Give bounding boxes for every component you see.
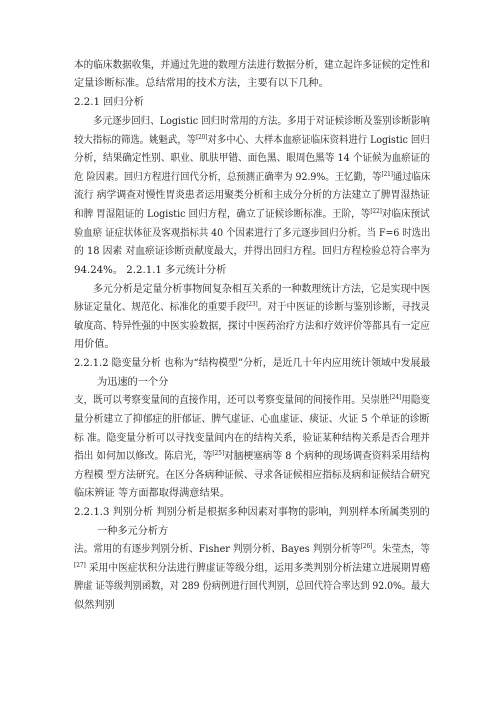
citation-marker: [25] (212, 450, 225, 457)
text-line (74, 469, 430, 482)
text-line (74, 189, 430, 202)
line-text: 和脾 胃湿阻证的 Logistic 回归方程，确立了证候诊断标准。王阶，等 (74, 209, 371, 220)
line-text: 一种多元分析方 (97, 526, 169, 537)
text-line (74, 227, 430, 240)
text-line (74, 320, 430, 333)
citation-marker: [23] (246, 301, 258, 308)
citation-marker: [20] (196, 134, 208, 141)
text-line (74, 562, 430, 575)
text-line (74, 338, 115, 351)
line-text: 本的临床数据收集，并通过先进的数理方法进行数据分析，建立起许多证候的定性和 (74, 60, 430, 71)
line-text-continued: 通过临床 (392, 172, 431, 183)
subsection-heading-2-2-1-3 (74, 506, 430, 519)
text-line (74, 450, 430, 463)
line-text: 94.24%。 2.2.1.1 多元统计分析 (74, 265, 227, 276)
line-text: 流行 病学调查对慢性胃炎患者运用聚类分析和主成分分析的方法建立了脾胃湿热证 (74, 190, 430, 201)
citation-marker: [27] (74, 562, 86, 569)
line-text-continued: 采用中医症状积分法进行脾虚证等级分组，运用多类判别分析法建立进展期胃癌 (85, 563, 431, 574)
text-line (74, 487, 230, 500)
line-text-continued: 。对于中医证的诊断与鉴别诊断，寻找灵 (257, 302, 430, 313)
section-heading-2-2-1 (74, 96, 144, 109)
text-line (93, 115, 430, 128)
text-line (74, 394, 430, 407)
line-text: 支，既可以考察变量间的直接作用，还可以考察变量间的间接作用。吴崇胜 (74, 395, 390, 406)
text-line (74, 171, 430, 184)
text-line (74, 59, 430, 72)
line-text: 法。常用的有逐步判别分析、Fisher 判别分析、Bayes 判别分析等 (74, 544, 361, 555)
line-text-continued: 用隐变 (401, 395, 430, 406)
subsection-heading-2-2-1-2 (74, 357, 430, 370)
text-line (74, 77, 329, 90)
line-text: 较大指标的筛选。姚魁武，等 (74, 135, 197, 146)
text-line (74, 208, 430, 221)
line-text: 脉证定量化、规范化、标准化的重要手段 (74, 302, 247, 313)
text-line (74, 134, 430, 147)
citation-marker: [26] (360, 543, 373, 550)
citation-marker: [24] (389, 394, 402, 401)
line-text: 为迅速的一个分 (97, 377, 169, 388)
text-line (74, 152, 430, 165)
text-line (93, 283, 430, 296)
line-text: 方程模 型方法研究。在区分各病种证候、寻求各证候相应指标及病和证候结合研究 (74, 470, 430, 481)
text-line (74, 599, 115, 612)
line-text: 用价值。 (74, 339, 115, 350)
citation-marker: [22] (370, 208, 382, 215)
line-text: 2.2.1.2 隐变量分析 也称为“结构模型”分析，是近几十年内应用统计领域中发展最 (74, 358, 431, 369)
line-text: 2.2.1.3 判别分析 判别分析是根据多种因素对事物的影响，判别样本所属类别的 (74, 507, 430, 518)
line-text-continued: 对脑梗塞病等 8 个病种的现场调查资料采用结构 (224, 451, 430, 462)
line-text: 脾虚 证等级判别函数，对 289 份病例进行回代判别，总回代符合率达到 92.0%。最大 (74, 581, 430, 592)
line-text: 分析，结果确定性别、职业、肌肤甲错、面色黑、眼周色黑等 14 个证候为血瘀证的 (74, 153, 431, 164)
line-text: 多元分析是定量分析事物间复杂相互关系的一种数理统计方法，它是实现中医 (93, 284, 431, 295)
line-text: 临床辨证 等方面都取得满意结果。 (74, 488, 231, 499)
text-line (97, 376, 168, 389)
text-line (74, 580, 430, 593)
line-text-continued: 。朱莹杰，等 (372, 544, 430, 555)
text-line (74, 432, 430, 445)
line-text: 量分析建立了抑郁症的肝郁证、脾气虚证、心血虚证、痰证、火证 5 个单证的诊断 (74, 414, 430, 425)
line-text-continued: 对多中心、大样本血瘀证临床资料进行 Logistic 回归 (207, 135, 430, 146)
line-text: 定量诊断标准。总结常用的技术方法，主要有以下几种。 (74, 78, 329, 89)
text-line (74, 413, 429, 426)
line-text: 的 18 因素 对血瘀证诊断贡献度最大，并得出回归方程。回归方程检验总符合率为 (74, 246, 431, 257)
line-text: 2.2.1 回归分析 (74, 97, 144, 108)
text-line (74, 245, 430, 258)
citation-marker: [21] (381, 171, 393, 178)
subsection-heading-2-2-1-1 (74, 264, 226, 277)
line-text: 似然判别 (74, 600, 115, 611)
line-text: 指出 如何加以修改。陈启光，等 (74, 451, 213, 462)
line-text: 验血瘀 证症状体征及客观指标共 40 个因素进行了多元逐步回归分析。当 F=6 时选出 (74, 228, 431, 239)
line-text-continued: 对临床预试 (381, 209, 430, 220)
line-text: 敏度高、特异性强的中医实验数据，探讨中医药治疗方法和疗效评价等都具有一定应 (74, 321, 430, 332)
line-text: 多元逐步回归、Logistic 回归时常用的方法。多用于对证候诊断及鉴别诊断影响 (93, 116, 430, 127)
line-text: 标 准。隐变量分析可以寻找变量间内在的结构关系，验证某种结构关系是否合理并 (74, 433, 430, 444)
text-line (74, 301, 430, 314)
text-line (97, 525, 168, 538)
line-text: 危 险因素。回归方程进行回代分析，总预测正确率为 92.9%。王忆勤，等 (74, 172, 382, 183)
text-line (74, 543, 430, 556)
